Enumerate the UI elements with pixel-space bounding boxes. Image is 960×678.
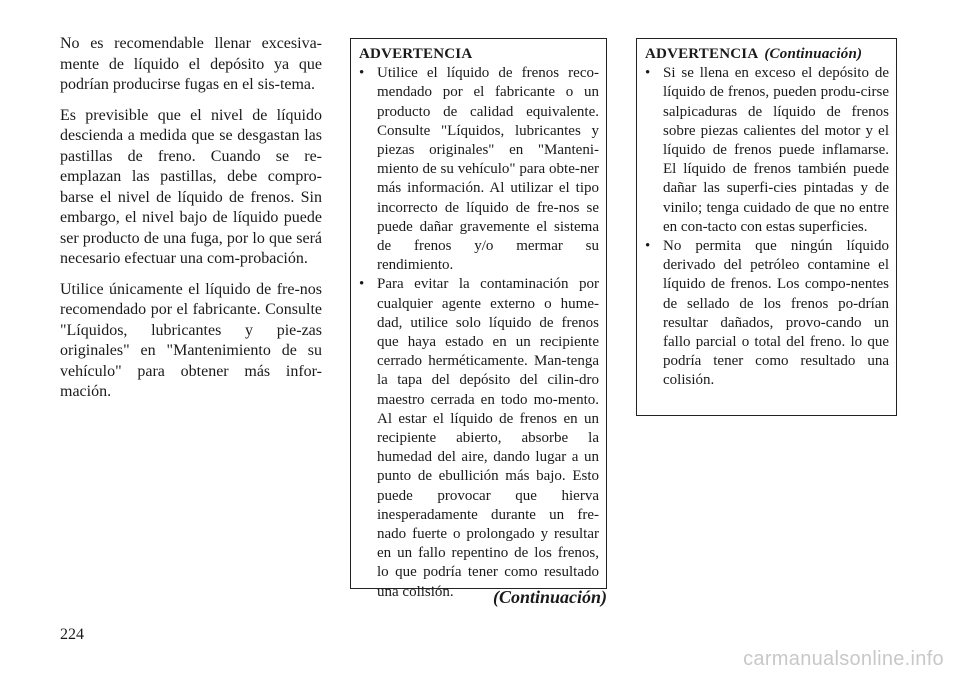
warning-item xyxy=(359,64,599,275)
body-text-column xyxy=(60,34,322,413)
page-number: 224 xyxy=(60,626,84,643)
warning-item-text: No permita que ningún líquido derivado del petróleo contamine el líquido de frenos. Los compo-nentes de sellado de los frenos po-drían resultar dañados, provo-cando un fallo parcial o total del freno. lo que podría tener como resultado una colisión. xyxy=(663,238,889,389)
warning-continued-label: (Continuación) xyxy=(764,46,863,62)
paragraph-overfill: No es recomendable llenar excesiva-mente de líquido el depósito ya que podrían producirse fugas en el sis-tema. xyxy=(60,35,322,93)
warning-title xyxy=(645,45,889,64)
warning-list xyxy=(359,64,599,602)
continued-label: (Continuación) xyxy=(492,587,607,607)
warning-title: ADVERTENCIA xyxy=(359,46,473,62)
warning-box-2 xyxy=(636,38,897,416)
bullet-icon: • xyxy=(359,65,365,82)
warning-item xyxy=(645,64,889,237)
warning-item-text: Si se llena en exceso el depósito de líquido de frenos, pueden produ-cirse salpicaduras de líquido de frenos sobre piezas calientes del motor y el líquido de frenos puede inflamarse. El líquido de frenos también puede dañar las superfi-cies pintadas y de vinilo; tenga cuidado de que no entre en con-tacto con estas superficies. xyxy=(663,65,889,235)
bullet-icon: • xyxy=(645,238,651,255)
bullet-icon: • xyxy=(645,65,651,82)
bullet-icon: • xyxy=(359,276,365,293)
warning-list xyxy=(645,64,889,390)
warning-title-text: ADVERTENCIA xyxy=(645,46,759,62)
paragraph-pad-wear: Es previsible que el nivel de líquido descienda a medida que se desgastan las pastillas de freno. Cuando se re-emplazan las pastillas, debe compro-barse el nivel de líquido de frenos. Sin embargo, el nivel bajo de líquido puede ser producto de una fuga, por lo que será necesario efectuar una com-probación. xyxy=(60,106,322,267)
warning-item xyxy=(359,275,599,601)
warning-item-text: Para evitar la contaminación por cualquier agente externo o hume-dad, utilice solo líquido de frenos que haya estado en un recipiente cerrado herméticamente. Man-tenga la tapa del depósito del cilin-dro maestro cerrada en todo mo-mento. Al estar el líquido de frenos en un recipiente abierto, absorbe la humedad del aire, dando lugar a un punto de ebullición más bajo. Esto puede provocar que hierva inesperadamente durante un fre-nado fuerte o prolongado y resultar en un fallo repentino de los frenos, lo que podría tener como resultado una colisión. xyxy=(377,276,599,600)
paragraph-recommended-fluid: Utilice únicamente el líquido de fre-nos recomendado por el fabricante. Consulte "Líquidos, lubricantes y pie-zas originales" en "Mantenimiento de su vehículo" para obtener más infor-mación. xyxy=(60,280,322,400)
warning-item xyxy=(645,237,889,391)
warning-item-text: Utilice el líquido de frenos reco-mendado por el fabricante o un producto de calidad equivalente. Consulte "Líquidos, lubricantes y piezas originales" en "Manteni-miento de su vehículo" para obte-ner más información. Al utilizar el tipo incorrecto de líquido de fre-nos se puede dañar gravemente el sistema de frenos y/o mermar su rendimiento. xyxy=(377,65,599,274)
watermark: carmanualsonline.info xyxy=(743,648,944,670)
